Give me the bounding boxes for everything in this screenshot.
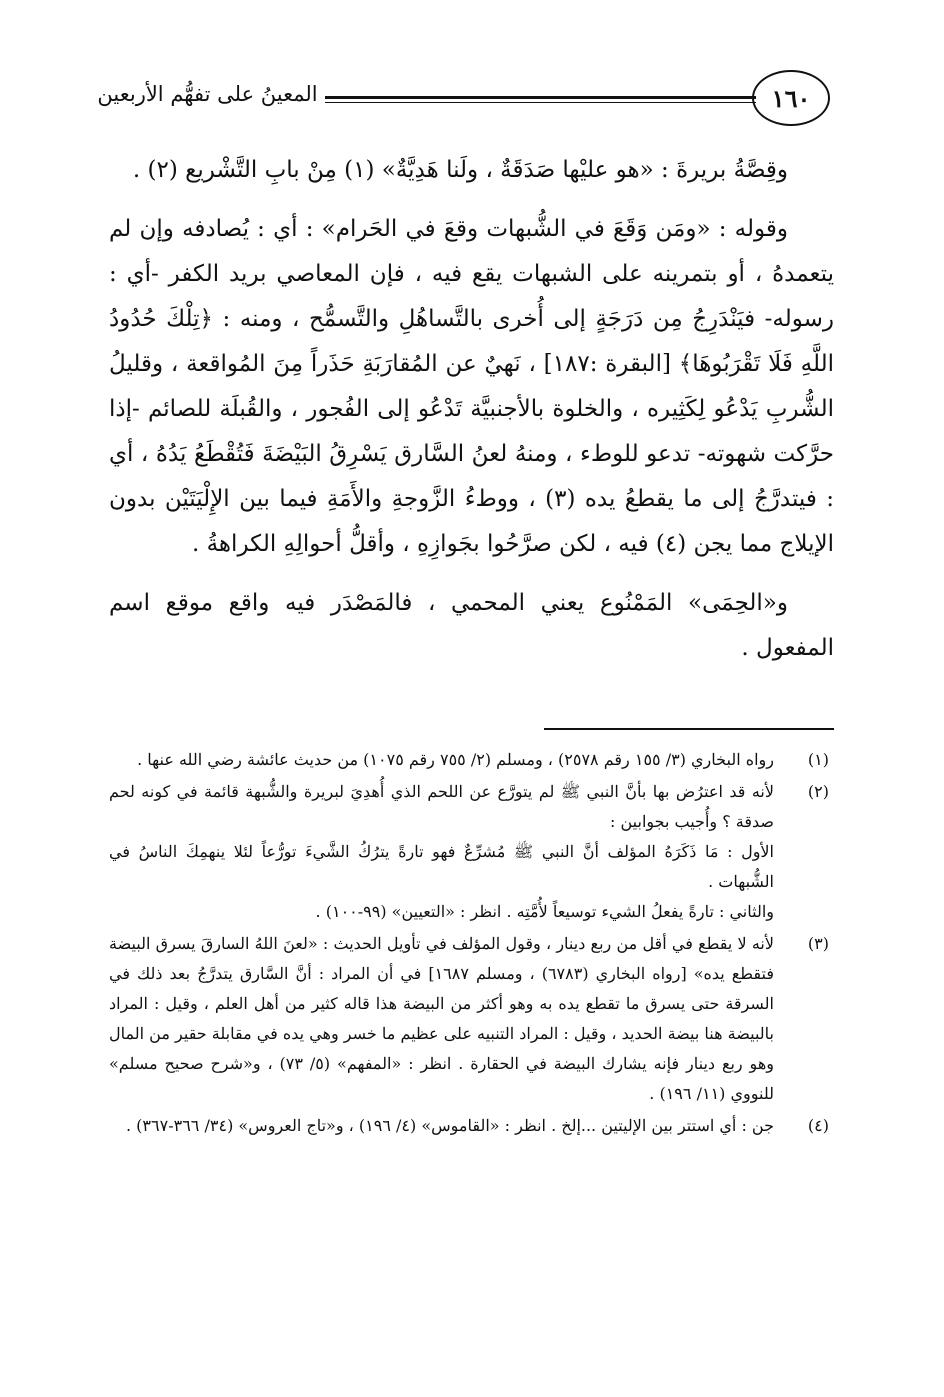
footnote-body: [109, 777, 774, 927]
footnote-line: الأول : مَا ذَكَرَهُ المؤلف أنَّ النبي ﷺ مُشرِّعٌ فهو تارةً يترُكُ الشَّيءَ تورُّعاً لئلا ينهمِكَ الناسُ في الشُّبهات .: [109, 842, 774, 891]
page-number: ١٦٠: [752, 70, 830, 126]
footnote-separator: [544, 728, 834, 730]
footnote-line: جن : أي استتر بين الإليتين ...إلخ . انظر : «القاموس» (٤/ ١٩٦) ، و«تاج العروس» (٣٤/ ٣٦٦-٣٦٧) .: [126, 1116, 774, 1135]
footnote-1: [109, 745, 829, 775]
footnote-body: [109, 745, 774, 775]
header-rule-thin: [325, 102, 756, 103]
footnote-line: رواه البخاري (٣/ ١٥٥ رقم ٢٥٧٨) ، ومسلم (٢/ ٧٥٥ رقم ١٠٧٥) من حديث عائشة رضي الله عنها .: [137, 750, 774, 769]
footnote-number: (٤): [807, 1116, 829, 1135]
footnote-number: (١): [807, 750, 829, 769]
paragraph-1: وقِصَّةُ بريرةَ : «هو عليْها صَدَقَةٌ ، ولَنا هَدِيَّةٌ» (١) مِنْ بابِ التَّشْريع (٢) .: [132, 157, 788, 183]
paragraph-2: وقوله : «ومَن وَقَعَ في الشُّبهات وقعَ في الحَرام» : أي : يُصادفه وإن لم يتعمدهُ ، أو بتمرينه على الشبهات يقع فيه ، فإن المعاصي بريد الكفر -أي : رسوله- فيَنْدَرِجُ مِن دَرَجَةٍ إلى أُخرى بالتَّساهُلِ والتَّسمُّح ، ومنه : ﴿تِلْكَ حُدُودُ اللَّهِ فَلَا تَقْرَبُوهَا﴾ [البقرة :١٨٧] ، نَهيٌ عن المُقارَبَةِ حَذَراً مِنَ المُواقعة ، وقليلُ الشُّربِ يَدْعُو لِكَثِيره ، والخلوة بالأجنبيَّة تَدْعُو إلى الفُجور ، والقُبلَة للصائم -إذا حرَّكت شهوته- تدعو للوطء ، ومنهُ لعنُ السَّارق يَسْرِقُ البَيْضَةَ فَتُقْطَعُ يَدُهُ ، أي : فيتدرَّجُ إلى ما يقطعُ يده (٣) ، ووطءُ الزَّوجةِ والأَمَةِ فيما بين الإِلْيَتَيْن بدون الإيلاج مما يجن (٤) فيه ، لكن صرَّحُوا بجَوازِهِ ، وأقلُّ أحوالِهِ الكراهةُ .: [109, 216, 835, 557]
footnote-3: [109, 929, 829, 1109]
footnote-line: لأنه لا يقطع في أقل من ربع دينار ، وقول المؤلف في تأويل الحديث : «لعنَ اللهُ السارقَ يسرق البيضة فتقطع يده» [رواه البخاري (٦٧٨٣) ، ومسلم ١٦٨٧] في أن المراد : أنَّ السَّارق يتدرَّجُ بعد ذلك في السرقة حتى يسرق ما تقطع يده به وهو أكثر من البيضة هذا قاله كثير من أهل العلم ، وقيل : المراد بالبيضة هنا بيضة الحديد ، وقيل : المراد التنبيه على عظيم ما خسر وهي يده في مقابلة حقير من المال وهو ربع دينار فإنه يشارك البيضة في الحقارة . انظر : «المفهم» (٥/ ٧٣) ، و«شرح صحيح مسلم» للنووي (١١/ ١٩٦) .: [109, 934, 774, 1103]
main-text: [109, 148, 834, 685]
running-title: المعينُ على تفهُّم الأربعين: [97, 82, 318, 106]
footnote-number: (٣): [807, 934, 829, 953]
footnote-2: [109, 777, 829, 927]
footnote-body: [109, 1111, 774, 1141]
footnote-line: والثاني : تارةً يفعلُ الشيء توسيعاً لأُمَّتِه . انظر : «التعيين» (٩٩-١٠٠) .: [315, 902, 774, 921]
page-header: [95, 70, 830, 130]
footnote-4: [109, 1111, 829, 1141]
footnote-body: [109, 929, 774, 1109]
header-rule: [325, 96, 756, 99]
footnote-line: لأنه قد اعترُض بها بأنَّ النبي ﷺ لم يتورَّع عن اللحم الذي أُهدِيَ لبريرة والشُّبهة قائمة في كونه لحم صدقة ؟ وأُجيب بجوابين :: [109, 782, 774, 831]
footnotes: [109, 745, 829, 1143]
footnote-number: (٢): [807, 782, 829, 801]
paragraph-3: و«الحِمَى» المَمْنُوع يعني المحمي ، فالمَصْدَر فيه واقع موقع اسم المفعول .: [109, 590, 834, 661]
